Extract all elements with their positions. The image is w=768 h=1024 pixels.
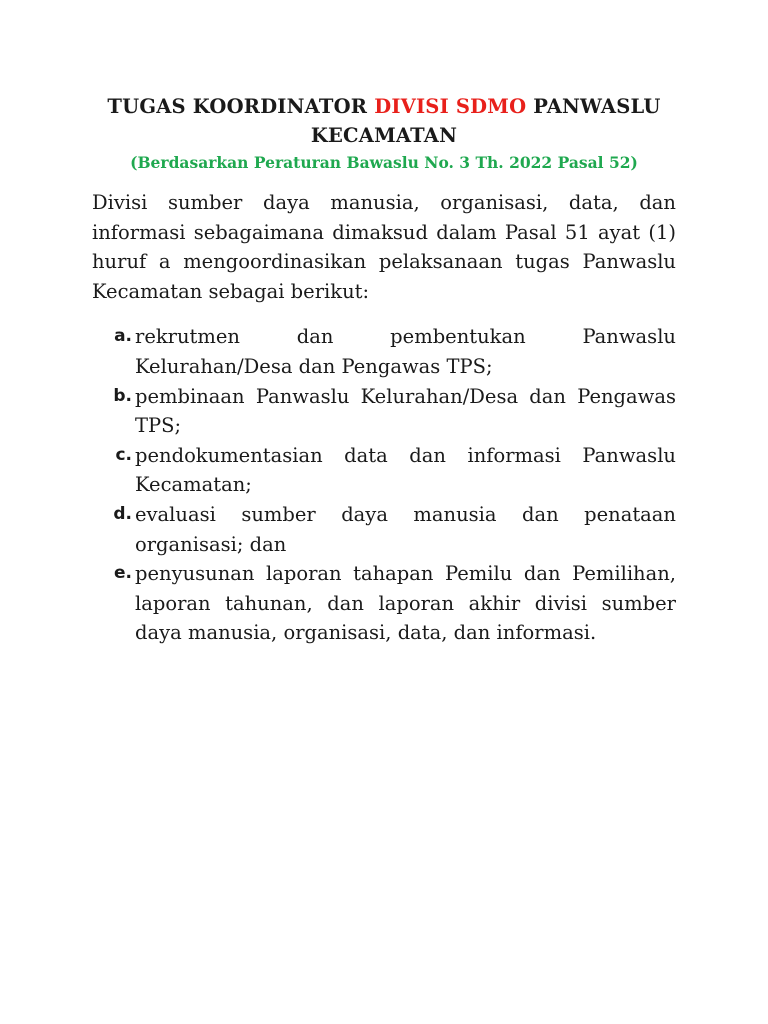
intro-paragraph: Divisi sumber daya manusia, organisasi, data, dan informasi sebagaimana dimaksud dalam Pasal 51 ayat (1) huruf a mengoordinasikan pelaksanaan tugas Panwaslu Kecamatan sebagai berikut:: [92, 191, 676, 303]
list-item: [92, 441, 676, 500]
list-item-text: evaluasi sumber daya manusia dan penataan organisasi; dan: [135, 502, 676, 556]
list-item-text: rekrutmen dan pembentukan Panwaslu Kelurahan/Desa dan Pengawas TPS;: [135, 325, 676, 378]
task-list: [92, 322, 676, 648]
list-item-text: penyusunan laporan tahapan Pemilu dan Pemilihan, laporan tahunan, dan laporan akhir divisi sumber daya manusia, organisasi, data, dan informasi.: [135, 562, 676, 645]
legal-basis-subtitle: (Berdasarkan Peraturan Bawaslu No. 3 Th. 2022 Pasal 52): [130, 153, 638, 172]
list-item: [92, 382, 676, 441]
list-item: [92, 559, 676, 648]
page-title: [92, 92, 676, 150]
list-marker: e.: [114, 563, 132, 584]
list-marker: d.: [113, 503, 132, 524]
list-item-text: pembinaan Panwaslu Kelurahan/Desa dan Pengawas TPS;: [135, 384, 676, 438]
document-page: [92, 92, 676, 648]
title-part-1: TUGAS KOORDINATOR: [107, 95, 375, 118]
title-accent: DIVISI SDMO: [374, 95, 527, 118]
list-item: [92, 322, 676, 381]
list-item-text: pendokumentasian data dan informasi Panwaslu Kecamatan;: [135, 443, 676, 497]
list-marker: a.: [114, 326, 132, 347]
list-marker: b.: [113, 385, 132, 406]
list-item: [92, 500, 676, 559]
list-marker: c.: [115, 444, 132, 465]
title-part-2: PANWASLU KECAMATAN: [310, 95, 661, 147]
